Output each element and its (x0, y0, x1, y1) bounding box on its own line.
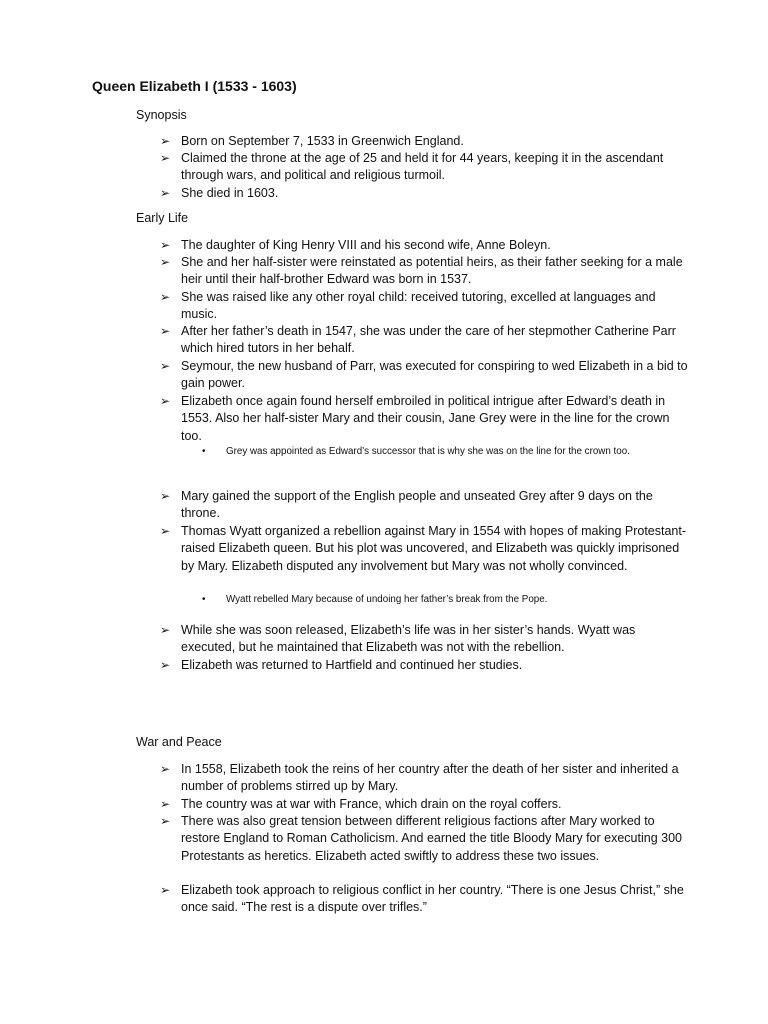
list-item (160, 358, 690, 393)
arrow-bullet-icon: ➢ (160, 394, 171, 408)
dot-bullet-icon: • (202, 446, 206, 457)
document-title: Queen Elizabeth I (1533 - 1603) (92, 78, 297, 94)
list-item-text: Seymour, the new husband of Parr, was executed for conspiring to wed Elizabeth in a bid to gain power. (181, 359, 688, 391)
list-item (160, 323, 690, 358)
list-item-text: She and her half-sister were reinstated as potential heirs, as their father seeking for a male heir until their half-brother Edward was born in 1537. (181, 255, 683, 287)
arrow-bullet-icon: ➢ (160, 255, 171, 269)
section-heading-synopsis: Synopsis (136, 108, 187, 122)
arrow-bullet-icon: ➢ (160, 762, 171, 776)
list-item (160, 185, 690, 202)
arrow-bullet-icon: ➢ (160, 814, 171, 828)
arrow-bullet-icon: ➢ (160, 883, 171, 897)
list-item (160, 133, 690, 150)
sub-list-item-text: Wyatt rebelled Mary because of undoing her father’s break from the Pope. (226, 594, 548, 605)
list-item-text: Elizabeth took approach to religious conflict in her country. “There is one Jesus Christ,” she once said. “The rest is a dispute over trifles.” (181, 883, 684, 915)
list-item-text: Claimed the throne at the age of 25 and held it for 44 years, keeping it in the ascendant through wars, and political and religious turmoil. (181, 151, 664, 183)
list-item-text: Born on September 7, 1533 in Greenwich England. (181, 134, 464, 148)
sub-list-item (202, 445, 682, 459)
list-item (160, 882, 690, 917)
arrow-bullet-icon: ➢ (160, 524, 171, 538)
list-item-text: The country was at war with France, which drain on the royal coffers. (181, 797, 562, 811)
list-item (160, 289, 690, 324)
list-item (160, 796, 690, 813)
list-item-text: The daughter of King Henry VIII and his second wife, Anne Boleyn. (181, 238, 551, 252)
list-item-text: In 1558, Elizabeth took the reins of her country after the death of her sister and inherited a number of problems stirred up by Mary. (181, 762, 679, 794)
list-item-text: Elizabeth was returned to Hartfield and continued her studies. (181, 658, 523, 672)
list-item-text: Mary gained the support of the English people and unseated Grey after 9 days on the throne. (181, 489, 653, 521)
list-item (160, 813, 690, 865)
list-item (160, 761, 690, 796)
list-item-text: She was raised like any other royal child: received tutoring, excelled at languages and music. (181, 290, 656, 322)
list-item-text: Elizabeth once again found herself embroiled in political intrigue after Edward’s death in 1553. Also her half-sister Mary and their cousin, Jane Grey were in the line for the crown too. (181, 394, 670, 443)
list-item (160, 254, 690, 289)
list-item (160, 622, 690, 657)
arrow-bullet-icon: ➢ (160, 359, 171, 373)
arrow-bullet-icon: ➢ (160, 489, 171, 503)
list-item (160, 393, 690, 445)
sub-list-item (202, 593, 682, 607)
list-item-text: After her father’s death in 1547, she was under the care of her stepmother Catherine Parr which hired tutors in her behalf. (181, 324, 676, 356)
list-item-text: There was also great tension between different religious factions after Mary worked to restore England to Roman Catholicism. And earned the title Bloody Mary for executing 300 Protestants as heretics. Elizabeth acted swiftly to address these two issues. (181, 814, 682, 863)
list-item (160, 657, 690, 674)
section-heading-war-and-peace: War and Peace (136, 735, 222, 749)
arrow-bullet-icon: ➢ (160, 134, 171, 148)
arrow-bullet-icon: ➢ (160, 186, 171, 200)
list-item (160, 523, 690, 575)
list-item-text: Thomas Wyatt organized a rebellion against Mary in 1554 with hopes of making Protestant-raised Elizabeth queen. But his plot was uncovered, and Elizabeth was quickly imprisoned by Mary. Elizabeth disputed any involvement but Mary was not wholly convinced. (181, 524, 687, 573)
dot-bullet-icon: • (202, 594, 206, 605)
sub-list-item-text: Grey was appointed as Edward’s successor that is why she was on the line for the crown too. (226, 446, 630, 457)
arrow-bullet-icon: ➢ (160, 658, 171, 672)
list-item (160, 488, 690, 523)
list-item (160, 237, 690, 254)
arrow-bullet-icon: ➢ (160, 797, 171, 811)
list-item (160, 150, 690, 185)
arrow-bullet-icon: ➢ (160, 151, 171, 165)
arrow-bullet-icon: ➢ (160, 290, 171, 304)
arrow-bullet-icon: ➢ (160, 324, 171, 338)
list-item-text: She died in 1603. (181, 186, 279, 200)
arrow-bullet-icon: ➢ (160, 238, 171, 252)
list-item-text: While she was soon released, Elizabeth’s life was in her sister’s hands. Wyatt was executed, but he maintained that Elizabeth was not with the rebellion. (181, 623, 636, 655)
section-heading-early-life: Early Life (136, 211, 189, 225)
arrow-bullet-icon: ➢ (160, 623, 171, 637)
